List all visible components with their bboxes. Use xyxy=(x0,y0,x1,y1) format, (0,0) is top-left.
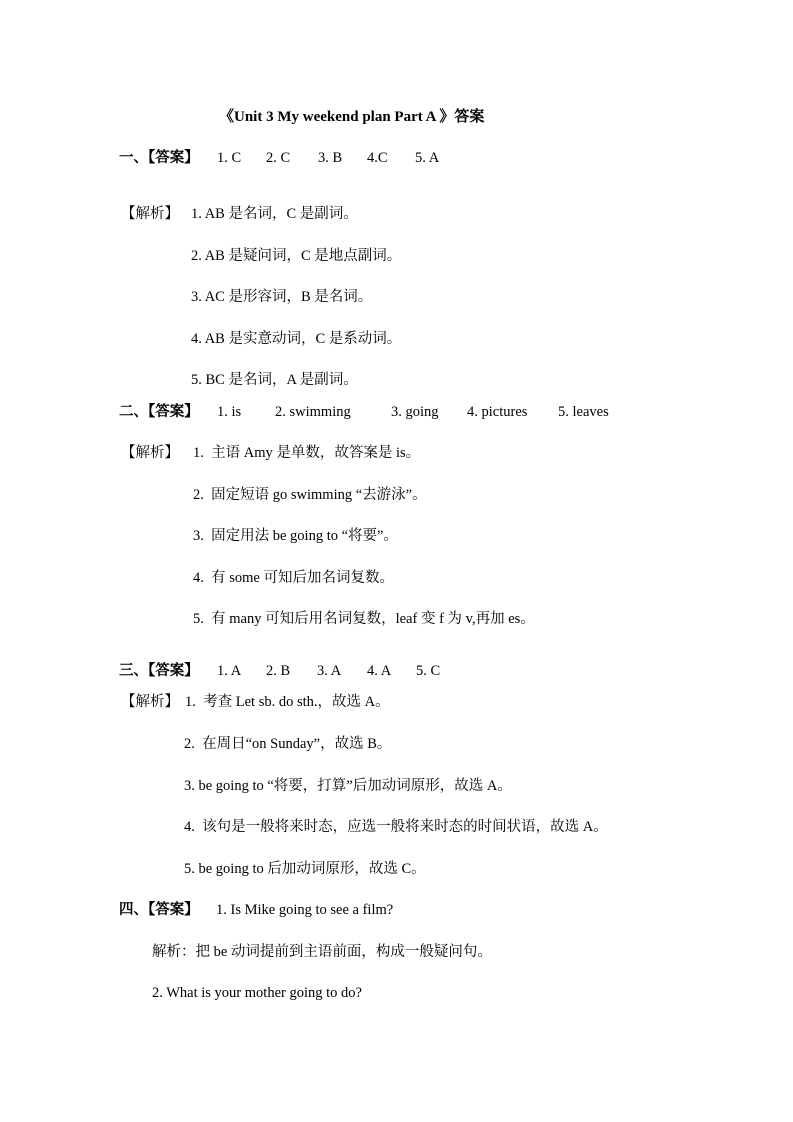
section-3-analysis-5: 5. be going to 后加动词原形，故选 C。 xyxy=(184,861,426,877)
section-4-answer-2: 2. What is your mother going to do? xyxy=(152,985,362,1001)
section-2-heading: 二、【答案】 xyxy=(119,404,199,420)
section-3-answer-3: 3. A xyxy=(317,663,342,679)
section-3-answer-2: 2. B xyxy=(266,663,291,679)
section-2-analysis-label: 【解析】 xyxy=(121,445,179,461)
section-2-analysis-1: 1. 主语 Amy 是单数，故答案是 is。 xyxy=(193,445,421,461)
section-1-answer-4: 4.C xyxy=(367,150,388,166)
section-2-answer-4: 4. pictures xyxy=(467,404,528,420)
section-3-analysis-label: 【解析】 xyxy=(121,694,179,710)
section-3-analysis-2: 2. 在周日“on Sunday”，故选 B。 xyxy=(184,736,392,752)
section-4-heading: 四、【答案】 xyxy=(119,902,199,918)
section-3-analysis-3: 3. be going to “将要，打算”后加动词原形，故选 A。 xyxy=(184,778,512,794)
section-1-answer-1: 1. C xyxy=(217,150,242,166)
section-2-analysis-2: 2. 固定短语 go swimming “去游泳”。 xyxy=(193,487,427,503)
section-1-analysis-2: 2. AB 是疑问词，C 是地点副词。 xyxy=(191,248,402,264)
section-2-answer-2: 2. swimming xyxy=(275,404,351,420)
section-1-answer-2: 2. C xyxy=(266,150,291,166)
section-2-answer-3: 3. going xyxy=(391,404,439,420)
section-1-heading: 一、【答案】 xyxy=(119,150,199,166)
section-1-answer-5: 5. A xyxy=(415,150,440,166)
section-1-answer-3: 3. B xyxy=(318,150,343,166)
section-1-analysis-1: 1. AB 是名词，C 是副词。 xyxy=(191,206,358,222)
section-1-analysis-label: 【解析】 xyxy=(121,206,179,222)
document-title: 《Unit 3 My weekend plan Part A 》答案 xyxy=(219,109,485,125)
section-2-answer-1: 1. is xyxy=(217,404,242,420)
section-4-answer-1: 1. Is Mike going to see a film? xyxy=(216,902,394,918)
section-3-answer-1: 1. A xyxy=(217,663,242,679)
section-2-answer-5: 5. leaves xyxy=(558,404,609,420)
section-1-analysis-4: 4. AB 是实意动词，C 是系动词。 xyxy=(191,331,402,347)
section-3-analysis-1: 1. 考查 Let sb. do sth.，故选 A。 xyxy=(185,694,390,710)
section-1-analysis-3: 3. AC 是形容词，B 是名词。 xyxy=(191,289,373,305)
section-2-analysis-4: 4. 有 some 可知后加名词复数。 xyxy=(193,570,394,586)
section-4-analysis-1: 解析：把 be 动词提前到主语前面，构成一般疑问句。 xyxy=(152,944,492,960)
section-3-answer-4: 4. A xyxy=(367,663,392,679)
section-3-analysis-4: 4. 该句是一般将来时态，应选一般将来时态的时间状语，故选 A。 xyxy=(184,819,608,835)
section-2-analysis-3: 3. 固定用法 be going to “将要”。 xyxy=(193,528,398,544)
section-3-heading: 三、【答案】 xyxy=(119,663,199,679)
section-3-answer-5: 5. C xyxy=(416,663,441,679)
section-1-analysis-5: 5. BC 是名词，A 是副词。 xyxy=(191,372,358,388)
section-2-analysis-5: 5. 有 many 可知后用名词复数，leaf 变 f 为 v,再加 es。 xyxy=(193,611,535,627)
